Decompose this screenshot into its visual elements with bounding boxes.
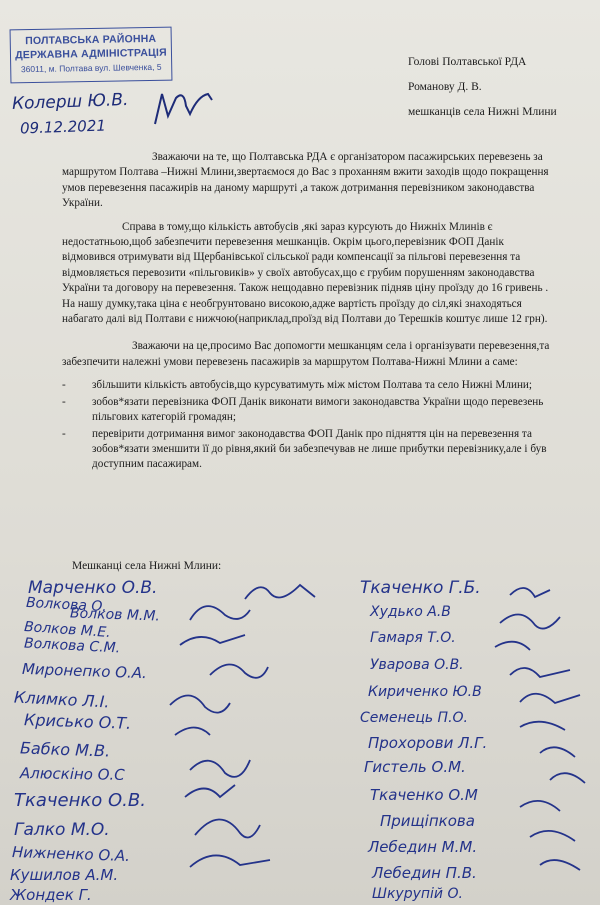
signature-left: Галко М.О. <box>14 820 110 840</box>
addressee-block <box>408 50 557 125</box>
signature-left: Жондек Г. <box>10 886 92 904</box>
signature-left: Кушилов А.М. <box>10 866 119 884</box>
signature-left: Крисько О.Т. <box>23 710 132 733</box>
addressee-line-3: мешканців села Нижні Млини <box>408 106 557 118</box>
office-stamp <box>10 27 173 84</box>
signature-left: Ткаченко О.В. <box>14 790 146 811</box>
signature-left: Климко Л.І. <box>13 687 110 712</box>
letter-body <box>62 150 552 474</box>
addressee-line-1: Голові Полтавської РДА <box>408 56 527 68</box>
signature-right: Прищіпкова <box>380 812 475 830</box>
signature-left: Нижненко О.А. <box>11 842 131 866</box>
signature-right: Ткаченко О.М <box>370 786 478 804</box>
signature-right: Ткаченко Г.Б. <box>360 578 481 598</box>
signature-left: Алюскіно О.С <box>19 764 125 784</box>
signature-left: Волкова О. <box>25 594 108 616</box>
paragraph-3: Зважаючи на це,просимо Вас допомогти мешканцям села і організувати перевезення,та забезпечити належні умови перевезень пасажирів за маршрутом Полтава-Нижні Млини а саме: <box>62 340 550 368</box>
signature-right: Прохорови Л.Г. <box>368 734 488 752</box>
left-signature-scrawls-icon <box>150 575 320 905</box>
signature-right: Уварова О.В. <box>370 657 464 673</box>
resolution-date: 09.12.2021 <box>19 116 107 138</box>
signature-right: Лебедин П.В. <box>372 864 477 882</box>
signature-right: Гистель О.М. <box>364 758 466 776</box>
paragraph-2: Справа в тому,що кількість автобусів ,які зараз курсують до Нижніх Млинів є недостатньою,щоб забезпечити перевезення мешканців. Окрім цього,перевізник ФОП Данік відмовився отримувати від Щербанівської сільської ради компенсації за пільгові перевезення та відмовляється перевозити «пільговиків» у своїх автобусах,що є грубим порушенням законодавства України та договору на перевезення. Також нещодавно перевізник підняв ціну проїзду до 16 гривень . На нашу думку,така ціна є необгрунтовано високою,адже вартість проїзду до сіл,які знаходяться набагато далі від Полтави є нижчою(наприклад,проїзд від Полтави до Терешків коштує лише 12 грн). <box>62 220 549 326</box>
signature-left: Миронепко О.А. <box>21 659 148 683</box>
stamp-line-1: ПОЛТАВСЬКА РАЙОННА <box>25 32 157 48</box>
paragraph-1: Зважаючи на те, що Полтавська РДА є організатором пасажирських перевезень за маршрутом Полтава –Нижні Млини,звертаємося до Вас з проханням вжити заходів щодо покращення умов перевезення пасажирів на даному маршруті ,а також дотримання перевізником законодавства України. <box>62 151 549 210</box>
request-list <box>62 378 552 472</box>
signature-right: Семенець П.О. <box>360 710 469 726</box>
signature-right: Гамаря Т.О. <box>370 630 456 646</box>
signature-left: Волков М.Е. <box>23 618 112 642</box>
signature-left: Волков М.М. <box>69 605 161 625</box>
signature-right: Лебедин М.М. <box>368 838 478 856</box>
signature-right: Шкурупій О. <box>372 886 463 902</box>
request-item: - зобов*язати перевізника ФОП Данік виконати вимоги законодавства України щодо перевезень пільгових категорій громадян; <box>92 395 552 426</box>
resolution-signature-icon <box>150 86 220 136</box>
request-item: - перевірити дотримання вимог законодавства ФОП Данік про підняття цін на перевезення та зобов*язати зменшити її до рівня,який би забезпечував не лише прибутки перевізнику,але і був доступним пасажирам. <box>92 427 552 473</box>
signature-left: Бабко М.В. <box>19 738 111 761</box>
signature-right: Кириченко Ю.В <box>368 684 482 700</box>
signature-left: Марченко О.В. <box>28 578 158 598</box>
right-signature-scrawls-icon <box>480 575 598 905</box>
resolution-name: Колерш Ю.В. <box>11 89 129 115</box>
stamp-line-2: ДЕРЖАВНА АДМІНІСТРАЦІЯ <box>15 46 167 62</box>
addressee-line-2: Романову Д. В. <box>408 81 482 93</box>
stamp-line-3: 36011, м. Полтава вул. Шевченка, 5 <box>20 61 162 75</box>
signature-left: Волкова С.М. <box>23 635 121 657</box>
signature-right: Худько А.В <box>370 604 451 620</box>
signatures-title: Мешканці села Нижні Млини: <box>72 560 222 572</box>
request-item: - збільшити кількість автобусів,що курсуватимуть між містом Полтава та село Нижні Млини; <box>92 378 552 393</box>
